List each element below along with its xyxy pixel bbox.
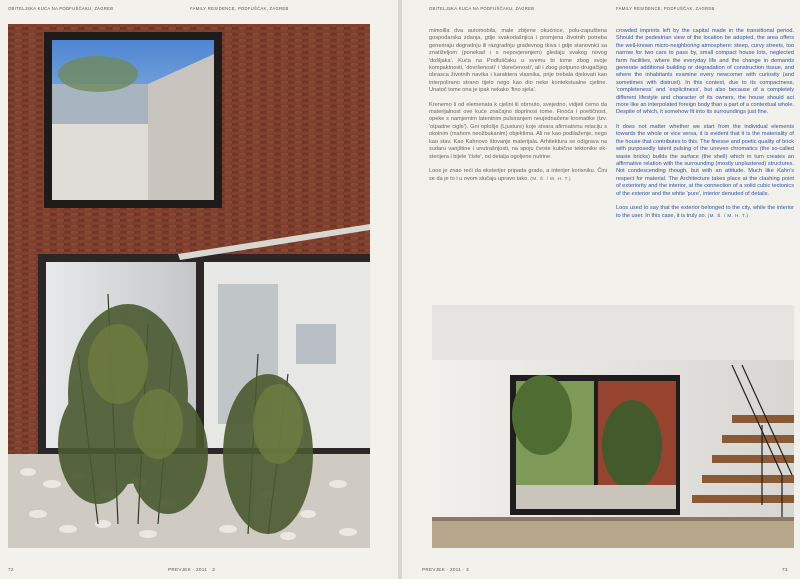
en-paragraph-3 <box>616 205 794 221</box>
running-header-left: OBITELJSKA KUĆA NA PODFUŠČAKU, ZAGREB <box>8 6 114 11</box>
footer-magazine-right: PREVJEK · 2011 · 3 <box>422 567 469 572</box>
running-header-right-r: FAMILY RESIDENCE, PODFUŠČAK, ZAGREB <box>616 6 715 11</box>
page-number-left: 72 <box>8 567 14 572</box>
page-number-right: 73 <box>782 567 788 572</box>
hr-paragraph-3 <box>429 168 607 184</box>
running-header-left-r: OBITELJSKA KUĆA NA PODFUŠČAKU, ZAGREB <box>429 6 535 11</box>
interior-photo-svg <box>432 305 794 548</box>
hr-paragraph-2: Krenemo li od elemenata k cjelini ili obrnuto, svejedno, vidjeti ćemo da materijalnost ove kuće značajno doprinosi tome. Finoća i poetičnost, opeke s namjernim latentnim pulsiranjem neujednačene kromatike (tzv. 'otpadne cigle'). Gni oplošje (Ljusture) koje stvara afirmativnu relaciju s okolnim (mahom neožbukanim) objektima. Ali ne kao podilaženje, nego kao stav. Kao Kahnovo štovanje materijala. Arhitektura se odigrava na sudaru vanjštine i unutrašnjosti, na spoju čvrste kubične tektonike eksterijera i bijele 'čiste', od detalja ogoljene nutrine. <box>429 101 607 160</box>
courtyard-photo-svg <box>8 24 370 548</box>
hr-signature: (M. Š. / M. H. T.) <box>530 176 571 182</box>
english-column <box>616 28 794 228</box>
en-paragraph-3-text: Loos used to say that the exterior belonged to the city, while the interior to the user. In this case, it is truly so. <box>616 204 794 220</box>
hr-paragraph-1: mimoilla dva automobila, male zbijene okućnice, polu-zapuštena gospodarska zdanja, gdje svakodašnjica i promjena životnih potreba generiraju dogradnju ili razgradnju građevnog tkiva i gdje stanovnici sa znatiželjom (ponekad i s nepovjerenjem) gledaju svakog novog 'došljaka'. Kuća na Podfuščaku u svemu bi tome zbog svoje kompaktnosti, 'dovršenosti' i 'dorečenosti', ali i zbog potpuno drugačijeg obrasca životnih navika i karaktera vlasnika, prije trebala djelovati kao interpolirano strano tijelo nego kao dio neke kontekstualne cjeline. Unatoč tome ona je ipak nekako 'fino sjela'. <box>429 28 607 94</box>
footer-magazine-left: PREVJEK · 2011 · 3 <box>168 567 215 572</box>
hr-paragraph-3-text: Loos je znao reći da eksterijer pripada gradu, a interijer korisniku. Čini se da je to i u ovom slučaju upravo tako. <box>429 167 607 183</box>
right-page <box>402 0 800 579</box>
interior-photo <box>432 305 794 548</box>
running-header-right: FAMILY RESIDENCE, PODFUŠČAK, ZAGREB <box>190 6 289 11</box>
left-page <box>0 0 398 579</box>
en-paragraph-1: crowded imprints left by the capital made in the transitional period. Should the pedestrian view of the location be adopted, the area offers the well-known micro-neighboring atmosphere: steep, curvy streets, too narrow for two cars to pass by, small compact house lots, neglected farm facilities, where the everyday life and the change in demands generate additional building or degradation of construction tissue, and where the inhabitants examine every newcomer with curiosity (and sometimes with distrust). In this context, due to its compactness, 'completeness' and 'explicitness', but also because of a completely different lifestyle and character of its owners, the house should act more like an interpolated foreign body than a part of a contextual whole. Despite of which, it somehow fit into its surroundings just fine. <box>616 28 794 116</box>
courtyard-photo <box>8 24 370 548</box>
en-paragraph-2: It does not matter whether we start from the individual elements towards the whole or vice versa, it is evident that it is the materiality of the house that contributes to this. The finesse and poetic quality of brick with purposedly latent pulsing of the uneven chromatics (the so-called waste bricks) builds the surface (the shell) which in turn creates an affirmative relation with the surrounding (mostly unplastered) structures. Not condescending though, but with an attitude. Much like Kahn's respect for material. The Architecture takes place at the clashing point of exteriority and the interior, at the connection of a solid cubic tectonics of the exterior and the white 'pure', interior denuded of details. <box>616 123 794 197</box>
croatian-column <box>429 28 607 191</box>
en-signature: (M. Š. / M. H. T.) <box>707 213 749 219</box>
